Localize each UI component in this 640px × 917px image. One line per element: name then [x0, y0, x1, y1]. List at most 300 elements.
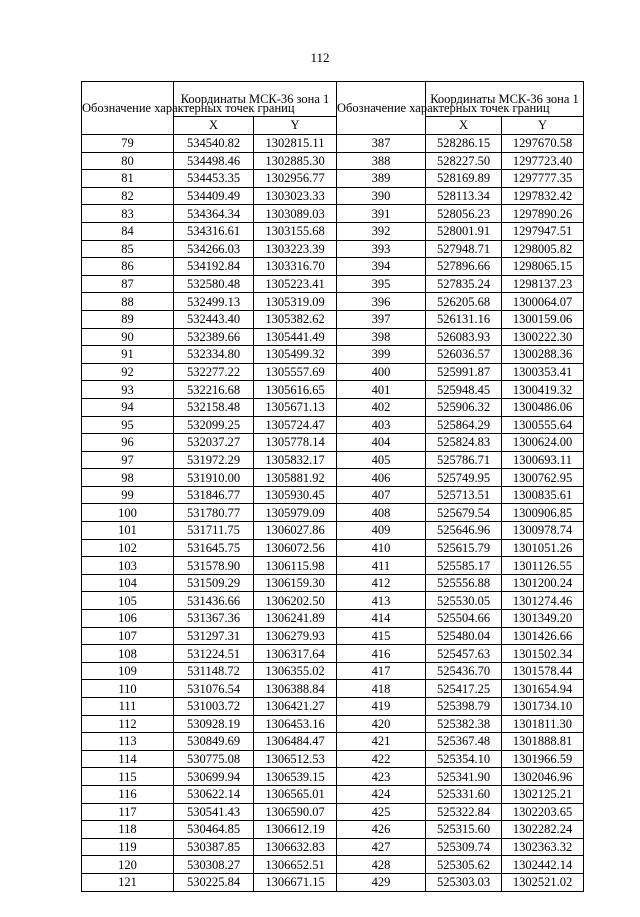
x-right-cell: 525315.60 [426, 821, 502, 839]
point-right-cell: 397 [337, 310, 426, 328]
y-right-cell: 1298137.23 [502, 275, 584, 293]
y-right-cell: 1302125.21 [502, 785, 584, 803]
y-header-right: Y [502, 117, 584, 135]
x-left-cell: 531846.77 [174, 486, 254, 504]
y-left-cell: 1306115.98 [254, 557, 337, 575]
x-left-cell: 532499.13 [174, 293, 254, 311]
table-row [82, 170, 584, 188]
table-row [82, 715, 584, 733]
point-right-cell: 392 [337, 222, 426, 240]
point-left-cell: 121 [82, 873, 174, 891]
point-left-cell: 86 [82, 258, 174, 276]
point-right-cell: 402 [337, 398, 426, 416]
x-right-cell: 525585.17 [426, 557, 502, 575]
table-row [82, 698, 584, 716]
x-left-cell: 532334.80 [174, 346, 254, 364]
table-row [82, 258, 584, 276]
table-row [82, 645, 584, 663]
x-right-cell: 525864.29 [426, 416, 502, 434]
x-right-cell: 525341.90 [426, 768, 502, 786]
x-left-cell: 531711.75 [174, 522, 254, 540]
y-right-cell: 1300064.07 [502, 293, 584, 311]
point-left-cell: 118 [82, 821, 174, 839]
y-right-cell: 1301426.66 [502, 627, 584, 645]
y-left-cell: 1306652.51 [254, 856, 337, 874]
x-left-cell: 532099.25 [174, 416, 254, 434]
x-right-cell: 525436.70 [426, 662, 502, 680]
y-right-cell: 1300288.36 [502, 346, 584, 364]
x-right-cell: 525824.83 [426, 434, 502, 452]
point-right-cell: 389 [337, 170, 426, 188]
table-row [82, 451, 584, 469]
x-right-cell: 528227.50 [426, 152, 502, 170]
x-left-cell: 531224.51 [174, 645, 254, 663]
point-left-cell: 98 [82, 469, 174, 487]
point-right-cell: 415 [337, 627, 426, 645]
table-header [82, 82, 584, 135]
x-left-cell: 530699.94 [174, 768, 254, 786]
y-header-left: Y [254, 117, 337, 135]
table-row [82, 504, 584, 522]
point-right-cell: 409 [337, 522, 426, 540]
point-right-cell: 394 [337, 258, 426, 276]
x-left-cell: 534498.46 [174, 152, 254, 170]
y-right-cell: 1300693.11 [502, 451, 584, 469]
point-left-cell: 100 [82, 504, 174, 522]
coords-group-header-left: Координаты МСК-36 зона 1 [174, 82, 337, 117]
x-right-cell: 527896.66 [426, 258, 502, 276]
point-right-cell: 418 [337, 680, 426, 698]
y-right-cell: 1297723.40 [502, 152, 584, 170]
page-number: 112 [310, 50, 330, 65]
x-left-cell: 530775.08 [174, 750, 254, 768]
y-right-cell: 1302203.65 [502, 803, 584, 821]
x-right-cell: 526083.93 [426, 328, 502, 346]
y-right-cell: 1300353.41 [502, 363, 584, 381]
x-right-cell: 525991.87 [426, 363, 502, 381]
x-right-cell: 525309.74 [426, 838, 502, 856]
y-left-cell: 1306317.64 [254, 645, 337, 663]
x-right-cell: 525480.04 [426, 627, 502, 645]
x-right-cell: 525382.38 [426, 715, 502, 733]
x-right-cell: 525713.51 [426, 486, 502, 504]
table-row [82, 522, 584, 540]
point-left-cell: 102 [82, 539, 174, 557]
y-left-cell: 1306072.56 [254, 539, 337, 557]
y-left-cell: 1306671.15 [254, 873, 337, 891]
point-right-cell: 387 [337, 135, 426, 153]
y-left-cell: 1303223.39 [254, 240, 337, 258]
y-right-cell: 1301578.44 [502, 662, 584, 680]
y-left-cell: 1306027.86 [254, 522, 337, 540]
y-right-cell: 1301126.55 [502, 557, 584, 575]
x-left-cell: 530464.85 [174, 821, 254, 839]
point-right-cell: 411 [337, 557, 426, 575]
x-right-cell: 525398.79 [426, 698, 502, 716]
point-right-cell: 429 [337, 873, 426, 891]
y-right-cell: 1297670.58 [502, 135, 584, 153]
x-left-cell: 530928.19 [174, 715, 254, 733]
y-left-cell: 1303023.33 [254, 187, 337, 205]
y-right-cell: 1300624.00 [502, 434, 584, 452]
x-left-cell: 532158.48 [174, 398, 254, 416]
y-left-cell: 1306279.93 [254, 627, 337, 645]
point-left-cell: 104 [82, 574, 174, 592]
y-right-cell: 1301502.34 [502, 645, 584, 663]
point-left-cell: 103 [82, 557, 174, 575]
x-right-cell: 528169.89 [426, 170, 502, 188]
table-row [82, 346, 584, 364]
y-left-cell: 1305223.41 [254, 275, 337, 293]
table-row [82, 803, 584, 821]
point-left-cell: 91 [82, 346, 174, 364]
table-row [82, 610, 584, 628]
table-row [82, 434, 584, 452]
point-left-cell: 99 [82, 486, 174, 504]
x-left-cell: 534409.49 [174, 187, 254, 205]
point-left-cell: 80 [82, 152, 174, 170]
x-right-cell: 525305.62 [426, 856, 502, 874]
x-right-cell: 528286.15 [426, 135, 502, 153]
y-right-cell: 1301200.24 [502, 574, 584, 592]
x-left-cell: 530387.85 [174, 838, 254, 856]
x-left-cell: 531148.72 [174, 662, 254, 680]
y-right-cell: 1297890.26 [502, 205, 584, 223]
x-left-cell: 531367.36 [174, 610, 254, 628]
x-left-cell: 534316.61 [174, 222, 254, 240]
x-right-cell: 525504.66 [426, 610, 502, 628]
y-right-cell: 1300555.64 [502, 416, 584, 434]
point-right-cell: 396 [337, 293, 426, 311]
x-right-cell: 526205.68 [426, 293, 502, 311]
table-row [82, 733, 584, 751]
point-left-cell: 113 [82, 733, 174, 751]
y-right-cell: 1298065.15 [502, 258, 584, 276]
y-right-cell: 1301349.20 [502, 610, 584, 628]
y-right-cell: 1300419.32 [502, 381, 584, 399]
table-body [82, 135, 584, 892]
point-right-cell: 422 [337, 750, 426, 768]
point-right-cell: 414 [337, 610, 426, 628]
point-left-cell: 95 [82, 416, 174, 434]
x-left-cell: 531509.29 [174, 574, 254, 592]
x-right-cell: 525786.71 [426, 451, 502, 469]
y-right-cell: 1301051.26 [502, 539, 584, 557]
x-right-cell: 525322.84 [426, 803, 502, 821]
x-left-cell: 530541.43 [174, 803, 254, 821]
y-left-cell: 1306421.27 [254, 698, 337, 716]
x-right-cell: 526131.16 [426, 310, 502, 328]
y-left-cell: 1305616.65 [254, 381, 337, 399]
x-left-cell: 534453.35 [174, 170, 254, 188]
point-right-cell: 399 [337, 346, 426, 364]
x-right-cell: 526036.57 [426, 346, 502, 364]
table-row [82, 662, 584, 680]
y-left-cell: 1305832.17 [254, 451, 337, 469]
y-left-cell: 1306202.50 [254, 592, 337, 610]
y-left-cell: 1305881.92 [254, 469, 337, 487]
point-right-cell: 390 [337, 187, 426, 205]
x-right-cell: 527835.24 [426, 275, 502, 293]
y-right-cell: 1301734.10 [502, 698, 584, 716]
y-right-cell: 1302363.32 [502, 838, 584, 856]
y-left-cell: 1305930.45 [254, 486, 337, 504]
y-left-cell: 1306159.30 [254, 574, 337, 592]
y-left-cell: 1306590.07 [254, 803, 337, 821]
y-left-cell: 1305441.49 [254, 328, 337, 346]
y-right-cell: 1301274.46 [502, 592, 584, 610]
point-left-cell: 107 [82, 627, 174, 645]
x-right-cell: 525948.45 [426, 381, 502, 399]
y-right-cell: 1301888.81 [502, 733, 584, 751]
x-right-cell: 525367.48 [426, 733, 502, 751]
table-row [82, 627, 584, 645]
x-right-cell: 525615.79 [426, 539, 502, 557]
table-row [82, 381, 584, 399]
table-row [82, 187, 584, 205]
y-left-cell: 1306539.15 [254, 768, 337, 786]
x-header-right: X [426, 117, 502, 135]
y-right-cell: 1301966.59 [502, 750, 584, 768]
table-row [82, 152, 584, 170]
table-row [82, 750, 584, 768]
table-row [82, 240, 584, 258]
point-left-cell: 117 [82, 803, 174, 821]
x-left-cell: 532216.68 [174, 381, 254, 399]
y-right-cell: 1302046.96 [502, 768, 584, 786]
x-right-cell: 528113.34 [426, 187, 502, 205]
y-left-cell: 1302815.11 [254, 135, 337, 153]
y-left-cell: 1305778.14 [254, 434, 337, 452]
table-row [82, 275, 584, 293]
point-right-cell: 421 [337, 733, 426, 751]
x-header-left: X [174, 117, 254, 135]
y-right-cell: 1300159.06 [502, 310, 584, 328]
table-row [82, 768, 584, 786]
table-row [82, 205, 584, 223]
x-left-cell: 532389.66 [174, 328, 254, 346]
y-right-cell: 1302521.02 [502, 873, 584, 891]
y-right-cell: 1300978.74 [502, 522, 584, 540]
point-left-cell: 90 [82, 328, 174, 346]
point-right-cell: 404 [337, 434, 426, 452]
y-right-cell: 1302282.24 [502, 821, 584, 839]
point-left-cell: 106 [82, 610, 174, 628]
point-left-cell: 81 [82, 170, 174, 188]
point-left-cell: 92 [82, 363, 174, 381]
x-left-cell: 532443.40 [174, 310, 254, 328]
y-left-cell: 1306355.02 [254, 662, 337, 680]
point-left-cell: 96 [82, 434, 174, 452]
table-row [82, 539, 584, 557]
y-left-cell: 1306453.16 [254, 715, 337, 733]
point-left-cell: 120 [82, 856, 174, 874]
x-left-cell: 531780.77 [174, 504, 254, 522]
point-left-cell: 87 [82, 275, 174, 293]
coords-group-header-right: Координаты МСК-36 зона 1 [426, 82, 584, 117]
table-row [82, 785, 584, 803]
y-right-cell: 1300906.85 [502, 504, 584, 522]
x-right-cell: 525679.54 [426, 504, 502, 522]
y-left-cell: 1306632.83 [254, 838, 337, 856]
table-row [82, 856, 584, 874]
y-left-cell: 1305499.32 [254, 346, 337, 364]
table-row [82, 821, 584, 839]
table-row [82, 293, 584, 311]
coordinates-table [81, 81, 584, 892]
x-right-cell: 525749.95 [426, 469, 502, 487]
point-right-cell: 401 [337, 381, 426, 399]
x-left-cell: 531076.54 [174, 680, 254, 698]
point-left-cell: 89 [82, 310, 174, 328]
x-left-cell: 530225.84 [174, 873, 254, 891]
y-left-cell: 1302956.77 [254, 170, 337, 188]
x-left-cell: 534540.82 [174, 135, 254, 153]
y-left-cell: 1306241.89 [254, 610, 337, 628]
y-left-cell: 1303316.70 [254, 258, 337, 276]
table-row [82, 680, 584, 698]
point-left-cell: 79 [82, 135, 174, 153]
point-right-cell: 428 [337, 856, 426, 874]
y-right-cell: 1297832.42 [502, 187, 584, 205]
point-right-cell: 403 [337, 416, 426, 434]
x-left-cell: 534364.34 [174, 205, 254, 223]
x-right-cell: 527948.71 [426, 240, 502, 258]
point-left-cell: 119 [82, 838, 174, 856]
point-right-cell: 391 [337, 205, 426, 223]
point-right-cell: 400 [337, 363, 426, 381]
x-right-cell: 525331.60 [426, 785, 502, 803]
x-right-cell: 525354.10 [426, 750, 502, 768]
table-row [82, 838, 584, 856]
x-right-cell: 525646.96 [426, 522, 502, 540]
y-left-cell: 1306484.47 [254, 733, 337, 751]
x-right-cell: 525556.88 [426, 574, 502, 592]
y-left-cell: 1302885.30 [254, 152, 337, 170]
x-right-cell: 525457.63 [426, 645, 502, 663]
point-right-cell: 405 [337, 451, 426, 469]
table-row [82, 328, 584, 346]
point-left-cell: 109 [82, 662, 174, 680]
table-row [82, 222, 584, 240]
point-left-cell: 108 [82, 645, 174, 663]
table-row [82, 873, 584, 891]
x-left-cell: 531645.75 [174, 539, 254, 557]
point-right-cell: 427 [337, 838, 426, 856]
x-left-cell: 531972.29 [174, 451, 254, 469]
y-left-cell: 1305319.09 [254, 293, 337, 311]
y-left-cell: 1305724.47 [254, 416, 337, 434]
x-left-cell: 532580.48 [174, 275, 254, 293]
y-left-cell: 1303089.03 [254, 205, 337, 223]
x-left-cell: 530849.69 [174, 733, 254, 751]
point-left-cell: 93 [82, 381, 174, 399]
table-row [82, 469, 584, 487]
point-right-cell: 423 [337, 768, 426, 786]
point-right-cell: 424 [337, 785, 426, 803]
x-left-cell: 531436.66 [174, 592, 254, 610]
point-right-cell: 426 [337, 821, 426, 839]
point-right-cell: 406 [337, 469, 426, 487]
y-right-cell: 1300835.61 [502, 486, 584, 504]
point-right-cell: 413 [337, 592, 426, 610]
table-row [82, 416, 584, 434]
table-row [82, 486, 584, 504]
point-right-cell: 419 [337, 698, 426, 716]
y-left-cell: 1305557.69 [254, 363, 337, 381]
y-right-cell: 1298005.82 [502, 240, 584, 258]
x-left-cell: 534266.03 [174, 240, 254, 258]
x-left-cell: 530622.14 [174, 785, 254, 803]
point-left-cell: 112 [82, 715, 174, 733]
table-row [82, 310, 584, 328]
y-left-cell: 1306565.01 [254, 785, 337, 803]
y-left-cell: 1305671.13 [254, 398, 337, 416]
point-right-cell: 408 [337, 504, 426, 522]
x-left-cell: 531297.31 [174, 627, 254, 645]
y-left-cell: 1306388.84 [254, 680, 337, 698]
x-left-cell: 531003.72 [174, 698, 254, 716]
y-right-cell: 1297777.35 [502, 170, 584, 188]
table-row [82, 135, 584, 153]
point-right-cell: 388 [337, 152, 426, 170]
point-right-cell: 410 [337, 539, 426, 557]
point-left-cell: 101 [82, 522, 174, 540]
point-left-cell: 83 [82, 205, 174, 223]
point-right-cell: 393 [337, 240, 426, 258]
point-left-cell: 105 [82, 592, 174, 610]
x-left-cell: 532037.27 [174, 434, 254, 452]
x-right-cell: 525417.25 [426, 680, 502, 698]
x-left-cell: 532277.22 [174, 363, 254, 381]
x-left-cell: 531578.90 [174, 557, 254, 575]
point-right-cell: 395 [337, 275, 426, 293]
point-left-cell: 97 [82, 451, 174, 469]
point-left-cell: 84 [82, 222, 174, 240]
y-left-cell: 1305382.62 [254, 310, 337, 328]
table-row [82, 557, 584, 575]
point-right-cell: 412 [337, 574, 426, 592]
x-right-cell: 525303.03 [426, 873, 502, 891]
y-left-cell: 1306612.19 [254, 821, 337, 839]
x-right-cell: 525530.05 [426, 592, 502, 610]
point-left-cell: 116 [82, 785, 174, 803]
point-left-cell: 85 [82, 240, 174, 258]
point-header-right: Обозначение характерных точек границ [337, 82, 426, 135]
point-left-cell: 82 [82, 187, 174, 205]
point-right-cell: 420 [337, 715, 426, 733]
y-right-cell: 1297947.51 [502, 222, 584, 240]
y-left-cell: 1305979.09 [254, 504, 337, 522]
point-left-cell: 115 [82, 768, 174, 786]
point-right-cell: 417 [337, 662, 426, 680]
y-left-cell: 1306512.53 [254, 750, 337, 768]
point-left-cell: 111 [82, 698, 174, 716]
table-row [82, 592, 584, 610]
y-right-cell: 1301811.30 [502, 715, 584, 733]
y-right-cell: 1300222.30 [502, 328, 584, 346]
table-row [82, 363, 584, 381]
point-right-cell: 416 [337, 645, 426, 663]
point-left-cell: 88 [82, 293, 174, 311]
y-right-cell: 1300486.06 [502, 398, 584, 416]
point-left-cell: 94 [82, 398, 174, 416]
y-right-cell: 1301654.94 [502, 680, 584, 698]
x-right-cell: 528001.91 [426, 222, 502, 240]
x-right-cell: 525906.32 [426, 398, 502, 416]
point-header-left: Обозначение характерных точек границ [82, 82, 174, 135]
point-right-cell: 398 [337, 328, 426, 346]
